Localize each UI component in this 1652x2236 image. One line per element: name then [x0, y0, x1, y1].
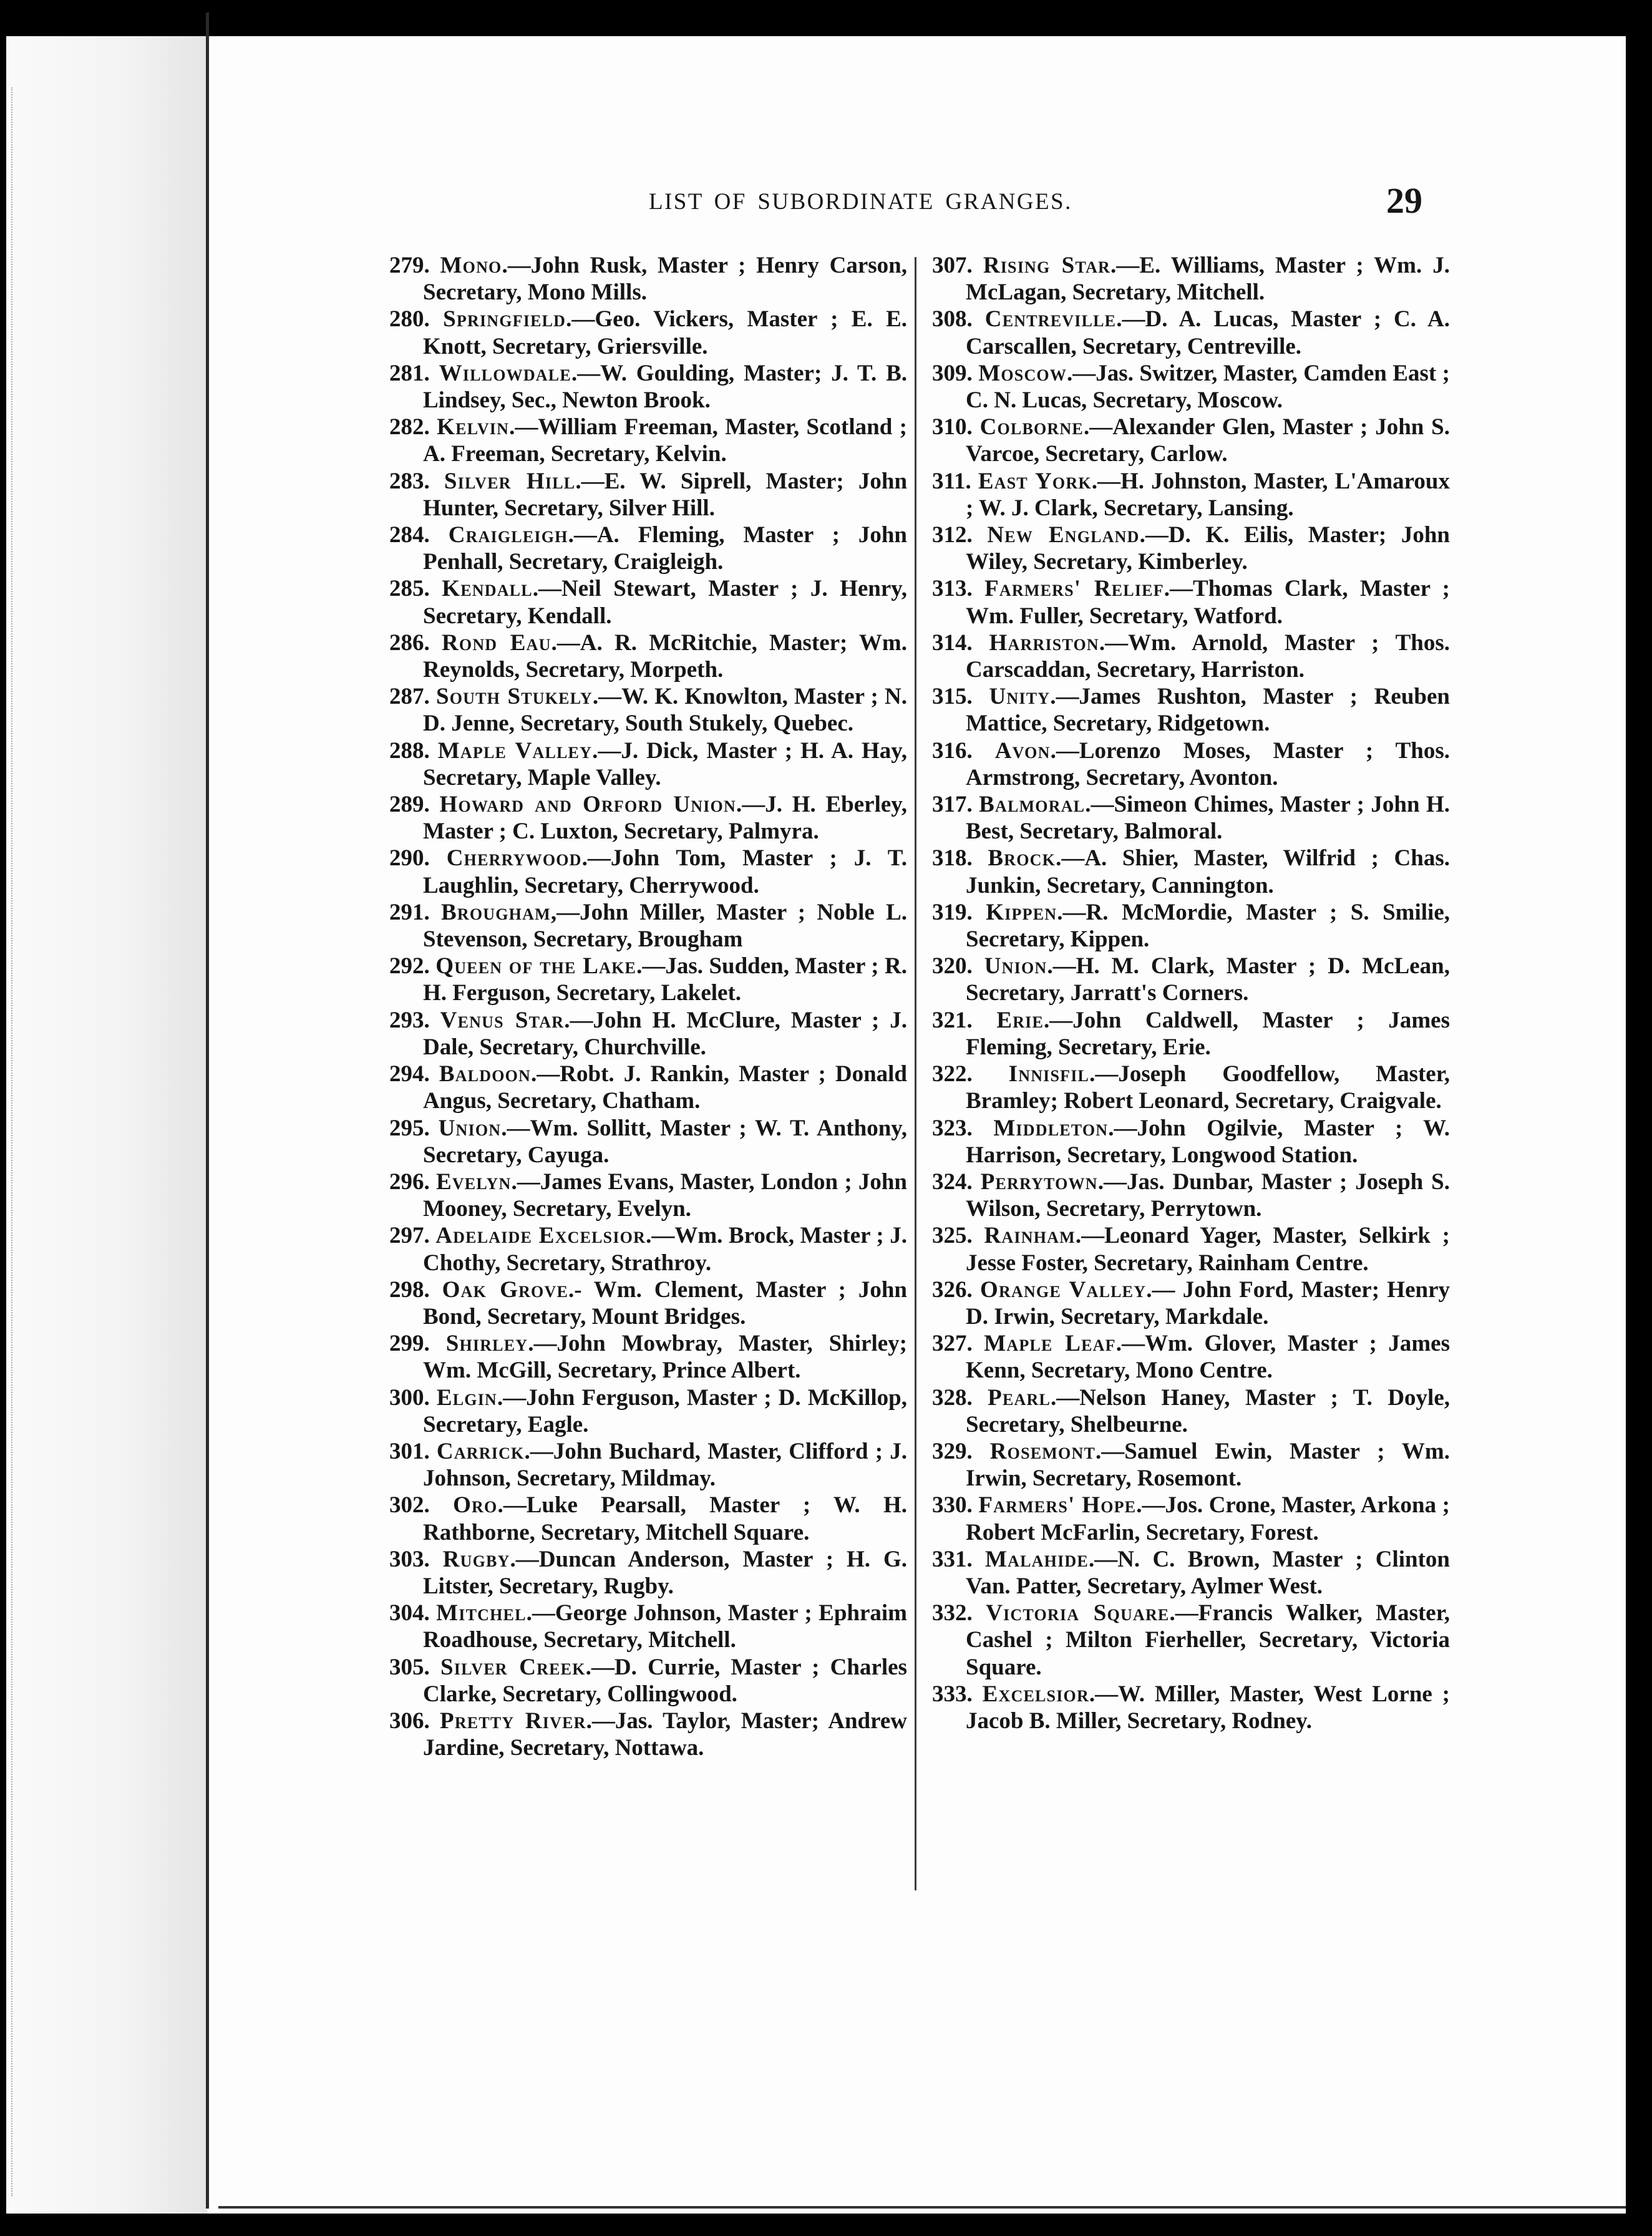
entry-number: 332.	[932, 1600, 973, 1626]
grange-entry	[389, 414, 907, 467]
grange-name: Brougham	[441, 899, 551, 925]
grange-officers: .—J. Dick, Master ; H. A. Hay, Secretary, Maple Valley.	[423, 737, 907, 790]
entry-number: 319.	[932, 899, 973, 925]
entry-number: 299.	[389, 1331, 430, 1357]
grange-officers: .— John Ford, Master; Henry D. Irwin, Secretary, Markdale.	[966, 1276, 1450, 1329]
grange-entry	[389, 629, 907, 683]
entry-number: 329.	[932, 1438, 973, 1464]
grange-entry	[932, 1061, 1450, 1114]
grange-name: New England	[987, 522, 1140, 548]
entry-number: 303.	[389, 1546, 430, 1572]
grange-name: Oro	[453, 1492, 498, 1519]
grange-entry	[932, 791, 1450, 845]
grange-officers: .—A. R. McRitchie, Master; Wm. Reynolds, Secretary, Morpeth.	[423, 629, 907, 683]
grange-name: Craigleigh	[448, 522, 568, 548]
grange-name: Carrick	[436, 1438, 525, 1464]
grange-name: Oak Grove	[442, 1276, 569, 1303]
entry-number: 302.	[389, 1492, 430, 1519]
grange-name: Venus Star	[440, 1007, 565, 1033]
grange-entry	[389, 683, 907, 737]
grange-name: Cherrywood	[446, 845, 582, 872]
entry-number: 318.	[932, 845, 973, 872]
grange-name: Springfield	[443, 306, 566, 333]
grange-entry	[932, 522, 1450, 575]
entry-number: 293.	[389, 1007, 430, 1033]
grange-entry	[932, 1492, 1450, 1545]
entry-number: 312.	[932, 522, 973, 548]
grange-entry	[389, 1061, 907, 1114]
entry-number: 314.	[932, 629, 973, 656]
grange-officers: .—James Rushton, Master ; Reuben Mattice, Secretary, Ridgetown.	[966, 684, 1450, 737]
grange-name: Victoria Square	[986, 1600, 1170, 1626]
entry-number: 292.	[389, 953, 430, 979]
column-divider	[915, 257, 916, 1890]
entry-number: 309.	[932, 360, 973, 386]
grange-officers: .—John Mowbray, Master, Shirley; Wm. McGill, Secretary, Prince Albert.	[423, 1331, 908, 1384]
entry-number: 289.	[389, 792, 430, 818]
grange-officers: .—D. K. Eilis, Master; John Wiley, Secretary, Kimberley.	[966, 522, 1450, 575]
grange-name: Farmers' Hope	[978, 1492, 1137, 1519]
entry-number: 279.	[389, 253, 430, 278]
grange-entry	[389, 1169, 907, 1222]
entry-number: 326.	[932, 1276, 973, 1303]
grange-officers: .—Nelson Haney, Master ; T. Doyle, Secretary, Shelbeurne.	[966, 1384, 1450, 1437]
grange-name: Maple Valley	[437, 737, 593, 764]
grange-entry	[389, 737, 907, 791]
grange-officers: .—Jas. Taylor, Master; Andrew Jardine, Secretary, Nottawa.	[423, 1708, 907, 1761]
grange-officers: .—Lorenzo Moses, Master ; Thos. Armstrong, Secretary, Avonton.	[966, 737, 1450, 790]
grange-officers: .—Geo. Vickers, Master ; E. E. Knott, Secretary, Griersville.	[423, 306, 908, 359]
grange-officers: .- Wm. Clement, Master ; John Bond, Secretary, Mount Bridges.	[423, 1276, 908, 1329]
grange-officers: .—William Freeman, Master, Scotland ; A. Freeman, Secretary, Kelvin.	[423, 414, 907, 467]
grange-entry	[932, 1330, 1450, 1384]
grange-name: Kelvin	[437, 414, 510, 440]
entry-number: 290.	[389, 845, 430, 872]
grange-entry	[389, 1276, 907, 1330]
grange-officers: .—A. Fleming, Master ; John Penhall, Secretary, Craigleigh.	[423, 522, 908, 575]
entry-number: 306.	[389, 1708, 430, 1734]
grange-entry	[932, 899, 1450, 953]
grange-entry	[932, 414, 1450, 467]
grange-officers: .—Wm. Glover, Master ; James Kenn, Secretary, Mono Centre.	[966, 1331, 1450, 1384]
grange-entry	[932, 468, 1450, 522]
grange-name: Orange Valley	[980, 1276, 1147, 1303]
grange-entry	[389, 1115, 907, 1169]
entry-number: 282.	[389, 414, 430, 440]
entry-number: 300.	[389, 1384, 430, 1411]
grange-name: Evelyn	[435, 1169, 512, 1195]
entry-number: 311.	[932, 468, 971, 494]
entry-number: 280.	[389, 306, 430, 333]
grange-entry	[389, 1330, 907, 1384]
grange-entry	[932, 575, 1450, 629]
grange-name: East York	[978, 468, 1092, 494]
grange-name: Erie	[996, 1007, 1044, 1033]
grange-name: Colborne	[979, 414, 1084, 440]
grange-name: Union	[438, 1115, 502, 1141]
grange-name: Centreville	[984, 306, 1117, 333]
grange-officers: .—Samuel Ewin, Master ; Wm. Irwin, Secretary, Rosemont.	[966, 1438, 1450, 1492]
entry-number: 330.	[932, 1492, 973, 1519]
grange-name: Middleton	[993, 1115, 1109, 1141]
grange-officers: .—H. M. Clark, Master ; D. McLean, Secretary, Jarratt's Corners.	[966, 953, 1450, 1006]
grange-officers: .—Jas. Switzer, Master, Camden East ; C. N. Lucas, Secretary, Moscow.	[966, 360, 1450, 414]
grange-officers: .—Wm. Arnold, Master ; Thos. Carscaddan, Secretary, Harriston.	[966, 629, 1450, 683]
grange-officers: .—John Rusk, Master ; Henry Carson, Secretary, Mono Mills.	[423, 253, 907, 306]
grange-name: Howard and Orford Union	[439, 792, 736, 818]
entry-number: 313.	[932, 576, 973, 602]
entry-number: 305.	[389, 1654, 430, 1680]
grange-name: Unity	[989, 684, 1051, 710]
grange-officers: .—John H. McClure, Master ; J. Dale, Secretary, Churchville.	[423, 1007, 907, 1060]
grange-officers: .—John Ogilvie, Master ; W. Harrison, Secretary, Longwood Station.	[966, 1115, 1450, 1168]
entry-number: 320.	[932, 953, 973, 979]
grange-officers: .—W. Miller, Master, West Lorne ; Jacob B. Miller, Secretary, Rodney.	[966, 1681, 1450, 1734]
entry-number: 317.	[932, 792, 973, 818]
grange-officers: .—George Johnson, Master ; Ephraim Roadhouse, Secretary, Mitchell.	[423, 1600, 907, 1653]
grange-name: Mono	[440, 253, 502, 278]
grange-name: Rond Eau	[441, 629, 551, 656]
grange-name: Silver Hill	[444, 468, 576, 494]
entry-number: 307.	[932, 253, 973, 278]
grange-entry	[389, 845, 907, 898]
grange-entry	[932, 1222, 1450, 1276]
grange-name: Brock	[988, 845, 1056, 872]
grange-name: Kippen	[986, 899, 1057, 925]
grange-entry	[932, 1546, 1450, 1600]
grange-officers: .—John Ferguson, Master ; D. McKillop, Secretary, Eagle.	[423, 1384, 907, 1437]
right-column	[932, 252, 1450, 1734]
grange-name: Queen of the Lake	[435, 953, 637, 979]
grange-officers: .—D. A. Lucas, Master ; C. A. Carscallen, Secretary, Centreville.	[966, 306, 1450, 359]
grange-name: Kendall	[442, 576, 533, 602]
grange-name: Pretty River	[440, 1708, 586, 1734]
grange-entry	[389, 791, 907, 845]
entry-number: 288.	[389, 737, 430, 764]
previous-page-margin	[6, 36, 207, 2214]
scan-edge-top	[0, 0, 1652, 36]
grange-entry	[932, 1276, 1450, 1330]
grange-entry	[932, 1600, 1450, 1681]
grange-entry	[932, 360, 1450, 414]
grange-entry	[932, 683, 1450, 737]
grange-entry	[389, 306, 907, 359]
grange-name: Willowdale	[439, 360, 571, 386]
entry-number: 287.	[389, 684, 430, 710]
grange-officers: .—James Evans, Master, London ; John Mooney, Secretary, Evelyn.	[423, 1169, 907, 1222]
grange-name: Rosemont	[989, 1438, 1096, 1464]
grange-entry	[389, 1438, 907, 1492]
grange-entry	[389, 953, 907, 1006]
grange-officers: .—Robt. J. Rankin, Master ; Donald Angus, Secretary, Chatham.	[423, 1061, 908, 1114]
grange-name: Adelaide Excelsior	[435, 1223, 646, 1249]
grange-entry	[932, 1384, 1450, 1438]
grange-name: Harriston	[989, 629, 1099, 656]
entry-number: 298.	[389, 1276, 430, 1303]
grange-officers: .—Jas. Sudden, Master ; R. H. Ferguson, Secretary, Lakelet.	[423, 953, 908, 1006]
entry-number: 323.	[932, 1115, 973, 1141]
previous-page-marks	[11, 87, 26, 2196]
grange-name: South Stukely	[435, 684, 593, 710]
grange-officers: .—Joseph Goodfellow, Master, Bramley; Robert Leonard, Secretary, Craigvale.	[966, 1061, 1450, 1114]
grange-officers: .—H. Johnston, Master, L'Amaroux ; W. J. Clark, Secretary, Lansing.	[966, 468, 1450, 521]
grange-officers: .—Luke Pearsall, Master ; W. H. Rathborne, Secretary, Mitchell Square.	[423, 1492, 908, 1545]
grange-officers: ,—John Miller, Master ; Noble L. Stevenson, Secretary, Brougham	[423, 899, 907, 953]
grange-officers: .—A. Shier, Master, Wilfrid ; Chas. Junkin, Secretary, Cannington.	[966, 845, 1450, 898]
entry-number: 324.	[932, 1169, 973, 1195]
grange-entry	[932, 845, 1450, 898]
entry-number: 327.	[932, 1331, 973, 1357]
entry-number: 284.	[389, 522, 430, 548]
grange-name: Union	[984, 953, 1047, 979]
scan-edge-left	[0, 0, 6, 2236]
grange-entry	[932, 1438, 1450, 1492]
grange-officers: .—N. C. Brown, Master ; Clinton Van. Patter, Secretary, Aylmer West.	[966, 1546, 1450, 1599]
grange-entry	[389, 252, 907, 306]
grange-name: Innisfil	[1008, 1061, 1090, 1087]
grange-officers: .—Wm. Sollitt, Master ; W. T. Anthony, Secretary, Cayuga.	[423, 1115, 907, 1168]
entry-number: 316.	[932, 737, 973, 764]
grange-name: Elgin	[436, 1384, 497, 1411]
grange-name: Mitchel	[436, 1600, 527, 1626]
entry-number: 294.	[389, 1061, 430, 1087]
grange-officers: .—Francis Walker, Master, Cashel ; Milton Fierheller, Secretary, Victoria Square.	[966, 1600, 1450, 1680]
grange-name: Perrytown	[980, 1169, 1098, 1195]
grange-officers: .—Neil Stewart, Master ; J. Henry, Secretary, Kendall.	[423, 576, 907, 629]
grange-entry	[932, 306, 1450, 359]
grange-officers: .—E. W. Siprell, Master; John Hunter, Secretary, Silver Hill.	[423, 468, 908, 521]
grange-entry	[389, 1708, 907, 1761]
grange-entry	[389, 1546, 907, 1600]
scan-edge-right	[1626, 0, 1652, 2236]
grange-name: Rising Star	[983, 253, 1111, 278]
grange-officers: .—Wm. Brock, Master ; J. Chothy, Secretary, Strathroy.	[423, 1223, 907, 1276]
grange-entry	[389, 1492, 907, 1545]
grange-name: Excelsior	[982, 1681, 1089, 1707]
grange-name: Farmers' Relief	[984, 576, 1164, 602]
entry-number: 283.	[389, 468, 430, 494]
entry-number: 286.	[389, 629, 430, 656]
entry-number: 295.	[389, 1115, 430, 1141]
grange-name: Balmoral	[979, 792, 1086, 818]
grange-entry	[389, 575, 907, 629]
grange-entry	[932, 1169, 1450, 1222]
running-head: LIST OF SUBORDINATE GRANGES.	[649, 189, 1072, 215]
grange-name: Maple Leaf	[984, 1331, 1116, 1357]
entry-number: 315.	[932, 684, 973, 710]
entry-number: 301.	[389, 1438, 430, 1464]
grange-name: Malahide	[985, 1546, 1089, 1572]
grange-entry	[389, 1222, 907, 1276]
grange-officers: .—J. H. Eberley, Master ; C. Luxton, Secretary, Palmyra.	[423, 792, 907, 845]
grange-name: Rainham	[984, 1223, 1076, 1249]
grange-entry	[932, 1007, 1450, 1061]
grange-officers: .—John Caldwell, Master ; James Fleming, Secretary, Erie.	[966, 1007, 1450, 1060]
grange-officers: .—Simeon Chimes, Master ; John H. Best, Secretary, Balmoral.	[966, 792, 1450, 845]
grange-entry	[389, 1654, 907, 1708]
grange-entry	[932, 1681, 1450, 1734]
grange-name: Shirley	[445, 1331, 528, 1357]
grange-name: Baldoon	[439, 1061, 532, 1087]
grange-entry	[932, 252, 1450, 306]
grange-officers: .—W. Goulding, Master; J. T. B. Lindsey, Sec., Newton Brook.	[423, 360, 907, 414]
entry-number: 304.	[389, 1600, 430, 1626]
grange-officers: .—John Buchard, Master, Clifford ; J. Johnson, Secretary, Mildmay.	[423, 1438, 907, 1492]
grange-entry	[932, 629, 1450, 683]
grange-entry	[389, 1007, 907, 1061]
entry-number: 297.	[389, 1223, 430, 1249]
entry-number: 331.	[932, 1546, 973, 1572]
grange-officers: .—W. K. Knowlton, Master ; N. D. Jenne, Secretary, South Stukely, Quebec.	[423, 684, 908, 737]
grange-officers: .—Jos. Crone, Master, Arkona ; Robert McFarlin, Secretary, Forest.	[966, 1492, 1450, 1545]
entry-number: 285.	[389, 576, 430, 602]
grange-officers: .—D. Currie, Master ; Charles Clarke, Secretary, Collingwood.	[423, 1654, 908, 1707]
grange-officers: .—E. Williams, Master ; Wm. J. McLagan, Secretary, Mitchell.	[966, 253, 1450, 306]
entry-number: 322.	[932, 1061, 973, 1087]
grange-entry	[389, 899, 907, 953]
entry-number: 328.	[932, 1384, 973, 1411]
entry-number: 321.	[932, 1007, 973, 1033]
grange-officers: .—Leonard Yager, Master, Selkirk ; Jesse Foster, Secretary, Rainham Centre.	[966, 1223, 1450, 1276]
grange-officers: .—Jas. Dunbar, Master ; Joseph S. Wilson, Secretary, Perrytown.	[966, 1169, 1450, 1222]
grange-name: Rugby	[442, 1546, 510, 1572]
grange-name: Silver Creek	[440, 1654, 586, 1680]
entry-number: 296.	[389, 1169, 430, 1195]
grange-entry	[932, 737, 1450, 791]
entry-number: 325.	[932, 1223, 973, 1249]
page-number: 29	[1386, 180, 1422, 221]
grange-name: Moscow	[978, 360, 1067, 386]
entry-number: 310.	[932, 414, 973, 440]
grange-entry	[389, 1384, 907, 1438]
grange-officers: .—Alexander Glen, Master ; John S. Varcoe, Secretary, Carlow.	[966, 414, 1450, 467]
grange-entry	[389, 360, 907, 414]
scan-edge-bottom	[0, 2214, 1652, 2236]
grange-officers: .—Duncan Anderson, Master ; H. G. Litster, Secretary, Rugby.	[423, 1546, 908, 1599]
entry-number: 281.	[389, 360, 430, 386]
grange-entry	[932, 1115, 1450, 1169]
grange-name: Pearl	[988, 1384, 1051, 1411]
entry-number: 308.	[932, 306, 973, 333]
grange-entry	[389, 468, 907, 522]
grange-name: Avon	[994, 737, 1051, 764]
left-column	[389, 252, 907, 1761]
grange-entry	[389, 1600, 907, 1653]
page-bottom-edge	[218, 2206, 1626, 2209]
grange-entry	[389, 522, 907, 575]
entry-number: 291.	[389, 899, 430, 925]
grange-entry	[932, 953, 1450, 1006]
grange-officers: .—R. McMordie, Master ; S. Smilie, Secretary, Kippen.	[966, 899, 1450, 953]
grange-officers: .—John Tom, Master ; J. T. Laughlin, Secretary, Cherrywood.	[423, 845, 907, 898]
entry-number: 333.	[932, 1681, 973, 1707]
grange-officers: .—Thomas Clark, Master ; Wm. Fuller, Secretary, Watford.	[966, 576, 1450, 629]
